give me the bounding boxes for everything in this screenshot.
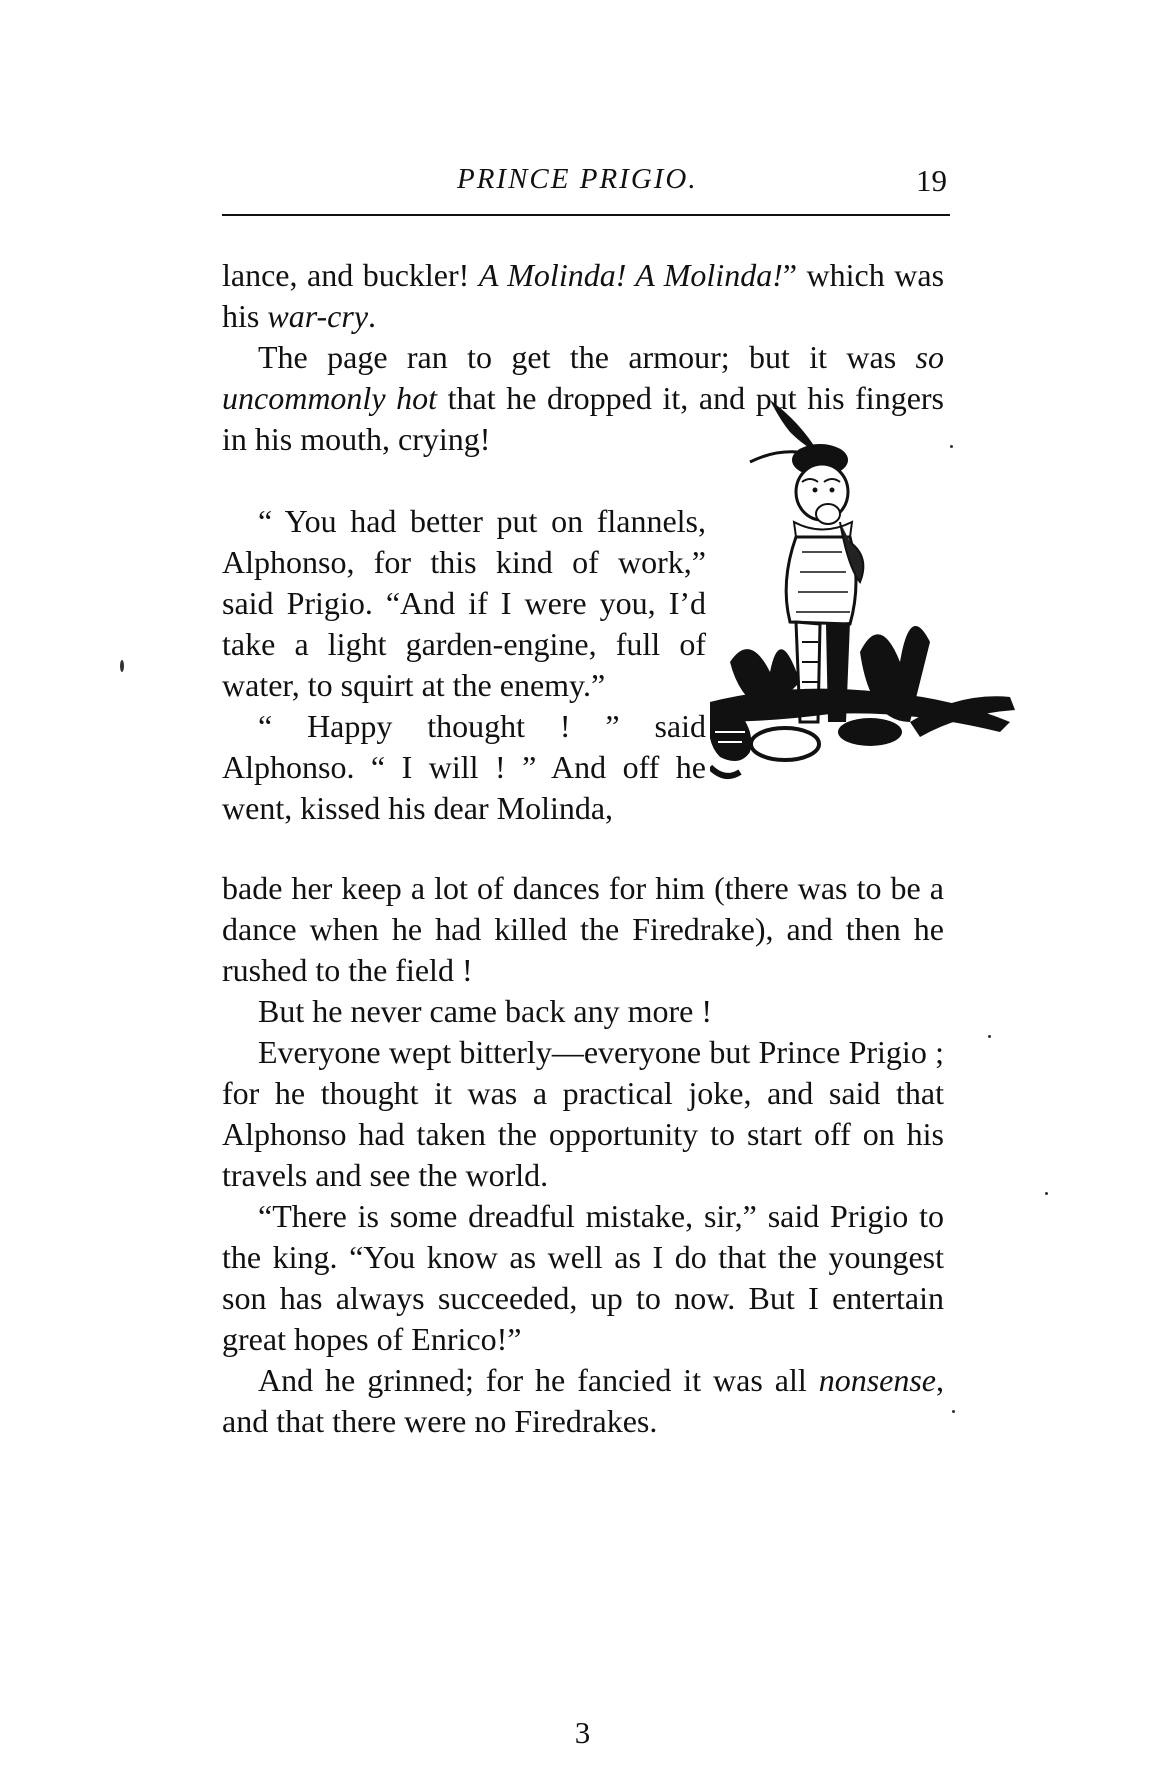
paragraph-9	[222, 1360, 944, 1442]
p2-italic: so uncommonly hot	[222, 339, 944, 416]
running-title: PRINCE PRIGIO.	[457, 163, 698, 195]
scan-speck	[950, 445, 953, 448]
header-rule	[222, 214, 950, 216]
paragraph-3: “ You had better put on flannels, Alphonso, for this kind of work,” said Prigio. “And if I were you, I’d take a light garden-engine, full of water, to squirt at the enemy.”	[222, 503, 706, 703]
p9-italic: nonsense	[818, 1362, 936, 1398]
paragraph-1	[222, 255, 944, 337]
p9-text-2: , and that there were no Firedrakes.	[222, 1362, 944, 1439]
p1-italic-warcry-phrase: A Molinda! A Molinda!	[478, 257, 783, 293]
paragraph-8: “There is some dreadful mistake, sir,” said Prigio to the king. “You know as well as I do that the youngest son has always succeeded, up to now. But I entertain great hopes of Enrico!”	[222, 1198, 944, 1357]
paragraph-6: But he never came back any more !	[258, 993, 713, 1029]
paragraph-5: bade her keep a lot of dances for him (there was to be a dance when he had killed the Firedrake), and then he rushed to the field !	[222, 870, 944, 988]
paragraph-7: Everyone wept bitterly—everyone but Prince Prigio ; for he thought it was a practical joke, and said that Alphonso had taken the opportunity to start off on his travels and see the world.	[222, 1034, 944, 1193]
scan-speck	[988, 1035, 991, 1038]
text-block-top	[222, 255, 944, 337]
text-block-bottom	[222, 868, 944, 1442]
p1-text: lance, and buckler!	[222, 257, 479, 293]
text-block-narrow	[222, 501, 706, 829]
p1-text-3: .	[368, 298, 377, 334]
p2-text-2: that he dropped it, and put his fingers in his mouth, crying!	[222, 380, 945, 457]
scan-speck	[952, 1410, 955, 1413]
p9-text: And he grinned; for he fancied it was all	[258, 1362, 819, 1398]
page-number: 19	[916, 163, 947, 198]
paragraph-4: “ Happy thought ! ” said Alphonso. “ I will ! ” And off he went, kissed his dear Molinda,	[222, 708, 706, 826]
p1-italic-war-cry: war-cry	[267, 298, 369, 334]
boy-with-burnt-fingers-illustration	[710, 392, 1020, 862]
p2-text: The page ran to get the armour; but it was	[258, 339, 916, 375]
running-header	[222, 163, 947, 207]
scan-speck	[1045, 1192, 1048, 1195]
scan-speck	[120, 660, 124, 672]
p1-text-2: ” which was his	[222, 257, 945, 334]
signature-mark: 3	[574, 1715, 591, 1750]
page-boy-figure	[710, 400, 1015, 776]
